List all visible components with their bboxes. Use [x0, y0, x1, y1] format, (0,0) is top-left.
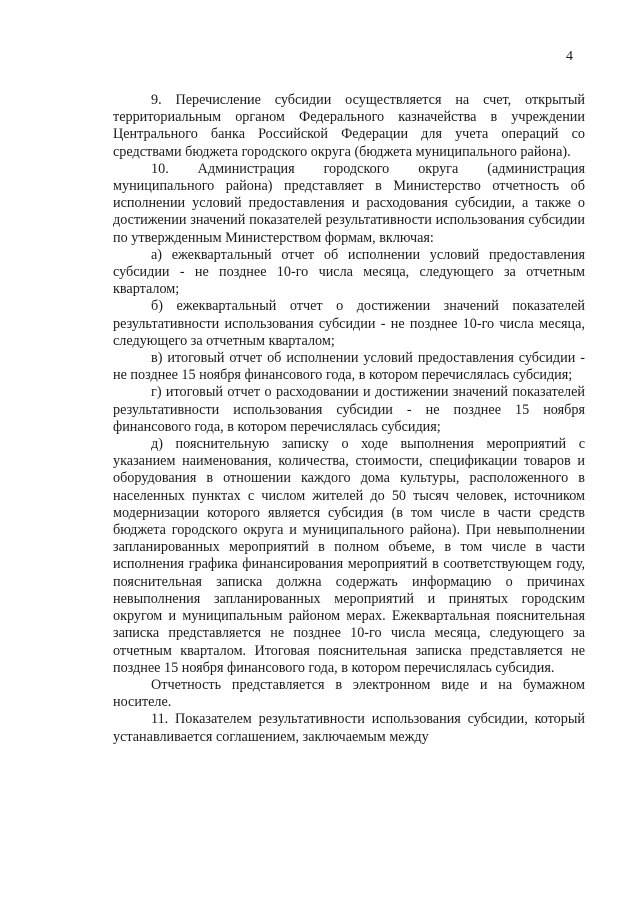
paragraph-reporting-format: Отчетность представляется в электронном виде и на бумажном носителе.: [113, 676, 585, 711]
paragraph-11-result-indicator: 11. Показателем результативности использования субсидии, который устанавливается соглашением, заключаемым между: [113, 711, 585, 745]
document-body: [113, 92, 585, 746]
page-number: 4: [566, 49, 573, 64]
list-item-d-final-spending-report: г) итоговый отчет о расходовании и достижении значений показателей результативности использования субсидии - не позднее 15 ноября финансового года, в котором перечислялась субсидия;: [113, 384, 585, 435]
list-item-b-quarterly-results-report: б) ежеквартальный отчет о достижении значений показателей результативности использования субсидии - не позднее 10-го числа месяца, следующего за отчетным кварталом;: [113, 298, 585, 349]
list-item-c-final-conditions-report: в) итоговый отчет об исполнении условий предоставления субсидии - не позднее 15 ноября финансового года, в котором перечислялась субсидия;: [113, 350, 585, 384]
paragraph-10-reporting: 10. Администрация городского округа (администрация муниципального района) представляет в Министерство отчетность об исполнении условий предоставления и расходования субсидии, а также о достижении значений показателей результативности использования субсидии по утвержденным Министерством формам, включая:: [113, 160, 585, 246]
list-item-a-quarterly-conditions-report: а) ежеквартальный отчет об исполнении условий предоставления субсидии - не позднее 10-го числа месяца, следующего за отчетным кварталом;: [113, 246, 585, 298]
paragraph-9-subsidy-transfer: 9. Перечисление субсидии осуществляется на счет, открытый территориальным органом Федерального казначейства в учреждении Центрального банка Российской Федерации для учета операций со средствами бюджета городского округа (бюджета муниципального района).: [113, 92, 585, 160]
list-item-e-explanatory-note: д) пояснительную записку о ходе выполнения мероприятий с указанием наименования, количества, стоимости, спецификации товаров и оборудования в отношении каждого дома культуры, расположенного в населенных пунктах с числом жителей до 50 тысяч человек, источником модернизации которого является субсидия (в том числе в части средств бюджета городского округа и муниципального района). При невыполнении запланированных мероприятий в полном объеме, в том числе в части исполнения графика финансирования мероприятий в соответствующем году, пояснительная записка должна содержать информацию о причинах невыполнения запланированных мероприятий и принятых городским округом и муниципальным районом мерах. Ежеквартальная пояснительная записка представляется не позднее 10-го числа месяца, следующего за отчетным кварталом. Итоговая пояснительная записка представляется не позднее 15 ноября финансового года, в котором перечислялась субсидия.: [113, 436, 585, 676]
